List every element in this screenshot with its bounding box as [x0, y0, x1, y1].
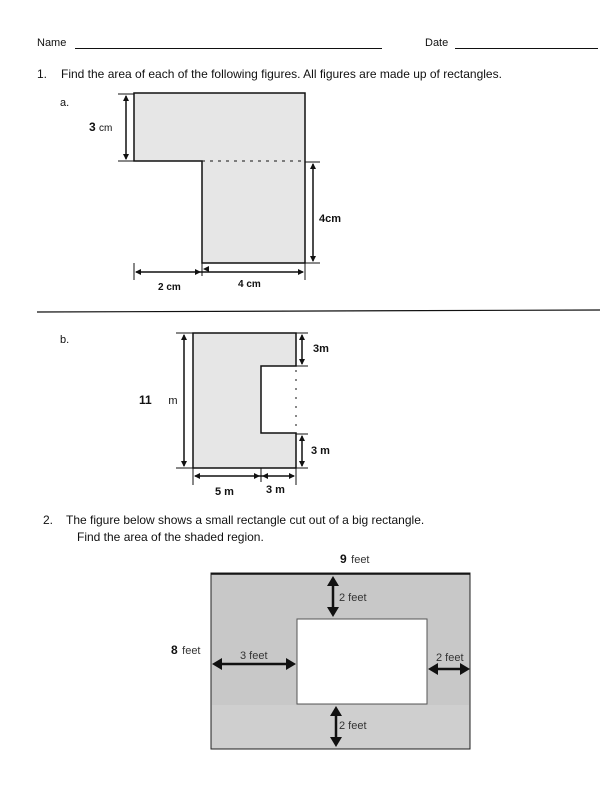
- dim-unit: m: [168, 395, 178, 407]
- dim-num: 8: [171, 643, 178, 657]
- figure-1a-dim-bottom-left: 2 cm: [158, 282, 181, 293]
- dim-num: 9: [340, 552, 347, 566]
- figure-1a-dim-right: 4cm: [319, 213, 342, 225]
- figure-1b-dim-notch-bottom: 3 m: [311, 445, 330, 457]
- figure-1a-dim-bottom-right: 4 cm: [238, 279, 261, 290]
- q2-text-line2: Find the area of the shaded region.: [77, 530, 264, 544]
- figure-2-dim-top: [340, 550, 370, 568]
- q1b-label: b.: [60, 334, 70, 346]
- q2-number: 2.: [43, 513, 54, 527]
- q2-text-line1: The figure below shows a small rectangle cut out of a big rectangle.: [66, 513, 425, 527]
- dim-num: 3: [89, 120, 96, 134]
- q1-number: 1.: [37, 67, 48, 81]
- date-label: Date: [425, 37, 449, 49]
- dim-unit: feet: [351, 554, 370, 566]
- figure-1b-dim-bottom-left: 5 m: [215, 486, 234, 498]
- dim-num: 11: [139, 393, 152, 407]
- figure-2-gap-top: 2 feet: [339, 592, 367, 604]
- figure-2-dim-left: [171, 641, 201, 659]
- dim-unit: feet: [182, 645, 201, 657]
- figure-2-cutout: [297, 619, 427, 704]
- figure-1b-dim-notch-top: 3m: [313, 343, 329, 355]
- dim-unit: cm: [99, 123, 113, 134]
- figure-2-gap-left: 3 feet: [240, 650, 268, 662]
- figure-2-gap-bottom: 2 feet: [339, 720, 367, 732]
- figure-2-gap-right: 2 feet: [436, 652, 464, 664]
- name-label: Name: [37, 37, 67, 49]
- q1-text: Find the area of each of the following figures. All figures are made up of rectangles.: [61, 67, 502, 81]
- q1a-label: a.: [60, 97, 70, 109]
- figure-1b-dim-bottom-right: 3 m: [266, 484, 285, 496]
